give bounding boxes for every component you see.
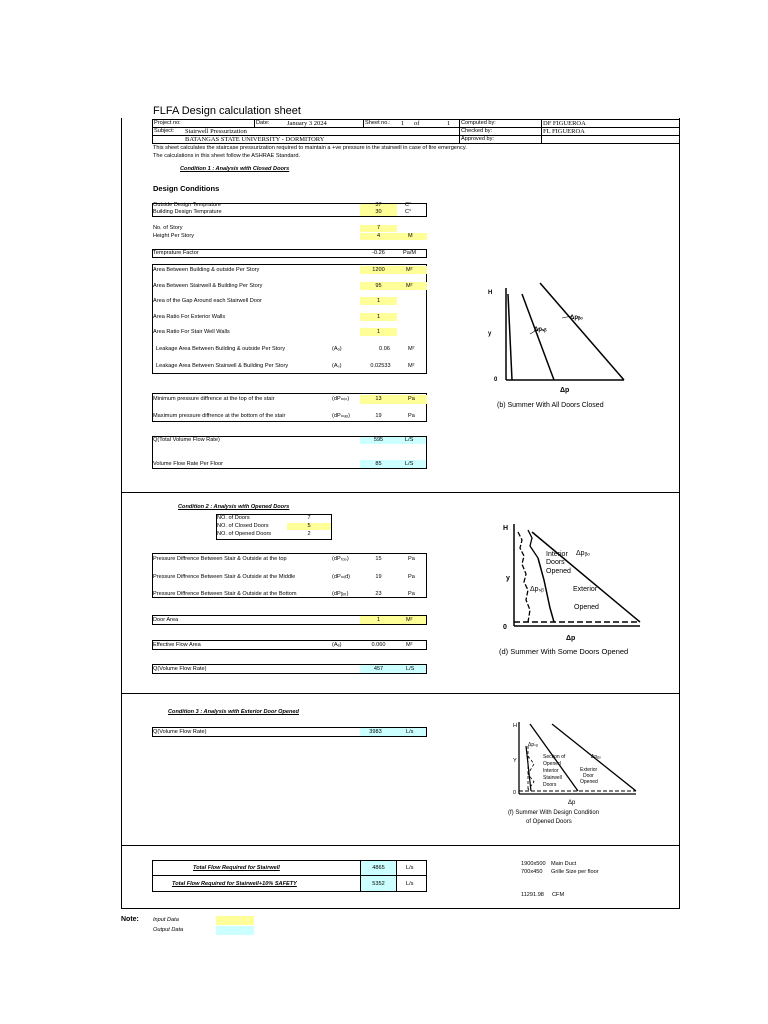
closed-label: NO. of Closed Doors [217, 523, 269, 529]
leak-sb-label: Leakage Area Between Stairwell & Building Per Story [156, 363, 289, 369]
area-bo-value[interactable]: 1200 [372, 267, 385, 273]
leak-bo-sym: (Aₒ) [332, 346, 342, 352]
q-total-value: 595 [373, 437, 384, 443]
fig-d-dpsb: Δpₛᵦ [530, 586, 544, 593]
q2-label: Q(Volume Flow Rate) [153, 666, 207, 672]
ratio-ext-value[interactable]: 1 [376, 314, 381, 320]
subject-value-2: BATANGAS STATE UNIVERSITY - DORMITORY [185, 136, 325, 143]
door-area-label: Door Area [153, 617, 179, 623]
design-conditions-heading: Design Conditions [153, 184, 220, 193]
fig-f-caption-2: of Opened Doors [526, 819, 572, 825]
fig-b-caption: (b) Summer With All Doors Closed [497, 402, 604, 409]
q3-unit: L/s [406, 729, 414, 735]
p-mid-sym: (dPₘᵢd) [332, 574, 351, 580]
sheet-of: of [414, 120, 420, 127]
p-bot-value: 23 [375, 591, 382, 597]
grille-label: Grille Size per floor [551, 869, 599, 875]
outside-temp-label: Outside Design Temprature [153, 202, 221, 208]
fig-f-sec-4: Stairwell [543, 775, 562, 781]
fig-b-dpbo: Δpᵦₒ [570, 315, 583, 321]
doors-label: NO. of Doors [217, 515, 250, 521]
condition-1-heading: Condition 1 : Analysis with Closed Doors [180, 166, 290, 172]
doors-value: 7 [307, 515, 311, 521]
q3-value: 3983 [369, 729, 382, 735]
sheet-no: 1 [401, 120, 405, 127]
fig-b-H: H [488, 290, 493, 296]
max-p-label: Maximum pressure diffrence at the bottom of the stair [153, 413, 286, 419]
sheet-total: 1 [447, 120, 451, 127]
p-bot-sym: (dPᵦₒₜ) [332, 591, 349, 597]
eff-area-unit: M² [406, 642, 413, 648]
condition-3-heading: Condition 3 : Analysis with Exterior Door Opened [168, 709, 299, 715]
opened-value: 2 [307, 531, 311, 537]
area-sb-value[interactable]: 95 [375, 283, 382, 289]
p-mid-unit: Pa [408, 574, 415, 580]
closed-value[interactable]: 5 [307, 523, 311, 529]
p-mid-label: Pressure Diffrence Between Stair & Outside at the Middle [153, 574, 296, 580]
fig-f-dp: Δp [568, 800, 576, 806]
fig-b-dpsb: Δpₛᵦ [534, 327, 547, 333]
note-input-label: Input Data [153, 917, 179, 923]
total-stair-value: 4865 [372, 865, 385, 871]
leak-bo-value: 0.06 [379, 346, 390, 352]
fig-f-zero: 0 [513, 790, 517, 796]
fig-f-sec-5: Doors [543, 782, 557, 788]
outside-temp-unit: C° [405, 202, 412, 208]
door-area-value[interactable]: 1 [376, 617, 381, 623]
duct-label: Main Duct [551, 861, 577, 867]
p-top-value: 15 [375, 556, 382, 562]
date-label: Date: [256, 120, 270, 126]
computed-value: DF FIGUEROA [543, 120, 586, 127]
eff-area-value: 0.060 [371, 642, 386, 648]
min-p-sym: (dPₘᵢₙ) [332, 396, 350, 402]
q3-label: Q(Volume Flow Rate) [153, 729, 207, 735]
fig-d-y: y [506, 575, 510, 582]
frame-bottom [121, 908, 680, 909]
page-title: FLFA Design calculation sheet [153, 105, 301, 117]
fig-f-sec-2: Opened [543, 761, 561, 767]
fig-f-ext-1: Exterior [580, 767, 598, 773]
area-bo-unit: M² [406, 267, 413, 273]
max-p-unit: Pa [408, 413, 415, 419]
totals-col-line [396, 860, 397, 892]
q-floor-label: Volume Flow Rate Per Floor [153, 461, 223, 467]
eff-area-label: Effective Flow Area [153, 642, 201, 648]
temp-factor-unit: Pa/M [403, 250, 417, 256]
area-bo-label: Area Between Building & outside Per Story [153, 267, 260, 273]
gap-label: Area of the Gap Around each Stairwell Door [153, 298, 262, 304]
fig-d-zero: 0 [503, 624, 507, 631]
approved-label: Approved by: [461, 136, 494, 142]
frame-right [679, 118, 680, 909]
leak-sb-value: 0.02533 [370, 363, 391, 369]
computed-label: Computed by: [461, 120, 496, 126]
cfm-unit: CFM [552, 892, 565, 898]
divider-2 [121, 693, 680, 694]
total-stair-unit: L/s [406, 865, 414, 871]
q-total-label: Q(Total Volume Flow Rate) [153, 437, 220, 443]
door-area-unit: M² [406, 617, 413, 623]
fig-d-caption: (d) Summer With Some Doors Opened [499, 647, 629, 656]
leak-bo-unit: M² [408, 346, 415, 352]
description-line-1: This sheet calculates the staircase pressurization required to maintain a +ve pressure in the stairwell in case of fire emergency. [153, 145, 467, 151]
building-temp-unit: C° [405, 209, 412, 215]
q-floor-unit: L/S [405, 461, 414, 467]
leak-bo-label: Leakage Area Between Building & outside Per Story [156, 346, 286, 352]
fig-f-caption-1: (f) Summer With Design Condition [508, 810, 600, 816]
duct-size: 1900x500 [521, 861, 546, 867]
fig-d-opened: Opened [574, 604, 599, 611]
figure-some-doors-opened [498, 518, 648, 662]
note-input-swatch [216, 916, 254, 925]
ratio-stair-value[interactable]: 1 [376, 329, 381, 335]
divider-3 [121, 845, 680, 846]
fig-d-interior-2: Doors [546, 559, 565, 566]
fig-d-H: H [503, 525, 509, 532]
min-p-unit: Pa [408, 396, 415, 402]
height-value[interactable]: 4 [376, 233, 381, 239]
stories-label: No. of Story [153, 225, 183, 231]
fig-d-exterior: Exterior [573, 586, 598, 593]
note-output-label: Output Data [153, 927, 184, 933]
figure-exterior-door-opened [498, 716, 643, 830]
q-total-unit: L/S [405, 437, 414, 443]
subject-value: Stairwell Pressurization [185, 128, 247, 135]
divider-1 [121, 492, 680, 493]
fig-f-sec-1: Section of [543, 754, 566, 760]
total-stair-label: Total Flow Required for Stairwell [193, 865, 280, 871]
fig-d-interior-1: Interior [546, 551, 568, 558]
p-mid-value: 19 [375, 574, 382, 580]
fig-d-interior-3: Opened [546, 568, 571, 575]
p-top-label: Pressure Diffrence Between Stair & Outside at the top [153, 556, 287, 562]
fig-f-dpsb: Δpₛᵦ [528, 742, 538, 748]
min-p-label: Minimum pressure diffrence at the top of the stair [153, 396, 275, 402]
q-floor-value: 85 [375, 461, 382, 467]
p-top-sym: (dPₜₒₚ) [332, 556, 349, 562]
p-bot-label: Pressure Diffrence Between Stair & Outside at the Bottom [153, 591, 297, 597]
checked-label: Checked by: [461, 128, 493, 134]
fig-f-ext-2: Door [583, 773, 594, 779]
temp-factor-value: -0.26 [372, 250, 385, 256]
date-value: January 3 2024 [287, 120, 327, 127]
total-safety-label: Total Flow Required for Stairwell+10% SAFETY [172, 881, 297, 887]
description-line-2: The calculations in this sheet follow the ASHRAE Standard. [153, 153, 301, 159]
fig-f-ext-3: Opened [580, 779, 598, 785]
leak-sb-unit: M² [408, 363, 415, 369]
max-p-sym: (dPₘₐₓ) [332, 413, 350, 419]
fig-f-y: Y [513, 758, 517, 764]
total-safety-unit: L/s [406, 881, 414, 887]
min-p-value[interactable]: 13 [375, 396, 382, 402]
area-sb-unit: M² [406, 283, 413, 289]
building-temp-value[interactable]: 30 [375, 209, 382, 215]
q2-value: 457 [373, 666, 384, 672]
subject-label: Subject: [154, 128, 175, 134]
max-p-value: 19 [375, 413, 382, 419]
height-unit: M [408, 233, 413, 239]
fig-f-sec-3: Interior [543, 768, 559, 774]
grille-size: 700x450 [521, 869, 543, 875]
ratio-ext-label: Area Ratio For Exterior Walls [153, 314, 226, 320]
leak-sb-sym: (Aₛ) [332, 363, 342, 369]
p-top-unit: Pa [408, 556, 415, 562]
sheet-label: Sheet no.: [365, 120, 391, 126]
eff-area-sym: (Aₑ) [332, 642, 342, 648]
height-label: Height Per Story [153, 233, 195, 239]
fig-b-dp: Δp [560, 387, 570, 394]
stories-value[interactable]: 7 [376, 225, 381, 231]
fig-d-dpbo: Δpᵦₒ [576, 550, 590, 557]
temp-factor-label: Temprature Factor [153, 250, 199, 256]
p-bot-unit: Pa [408, 591, 415, 597]
note-output-swatch [216, 926, 254, 935]
cfm-value: 11291.98 [521, 892, 544, 898]
q2-unit: L/S [406, 666, 415, 672]
checked-value: FL FIGUEROA [543, 128, 585, 135]
fig-b-y: y [488, 331, 492, 337]
outside-temp-value[interactable]: 37 [375, 202, 382, 208]
fig-d-dp: Δp [566, 635, 576, 642]
project-label: Project no: [154, 120, 181, 126]
total-safety-value: 5352 [372, 881, 385, 887]
area-sb-label: Area Between Stairwell & Building Per Story [153, 283, 263, 289]
figure-closed-doors [484, 280, 638, 420]
opened-label: NO. of Opened Doors [217, 531, 272, 537]
ratio-stair-label: Area Ratio For Stair Well Walls [153, 329, 230, 335]
building-temp-label: Building Design Temprature [153, 209, 222, 215]
note-label: Note: [121, 916, 139, 923]
fig-b-zero: 0 [494, 377, 498, 383]
fig-f-dpbo: Δpᵦₒ [591, 754, 601, 760]
fig-f-H: H [513, 723, 517, 729]
gap-value[interactable]: 1 [376, 298, 381, 304]
condition-2-heading: Condition 2 : Analysis with Opened Doors [178, 504, 290, 510]
frame-left [121, 118, 122, 909]
